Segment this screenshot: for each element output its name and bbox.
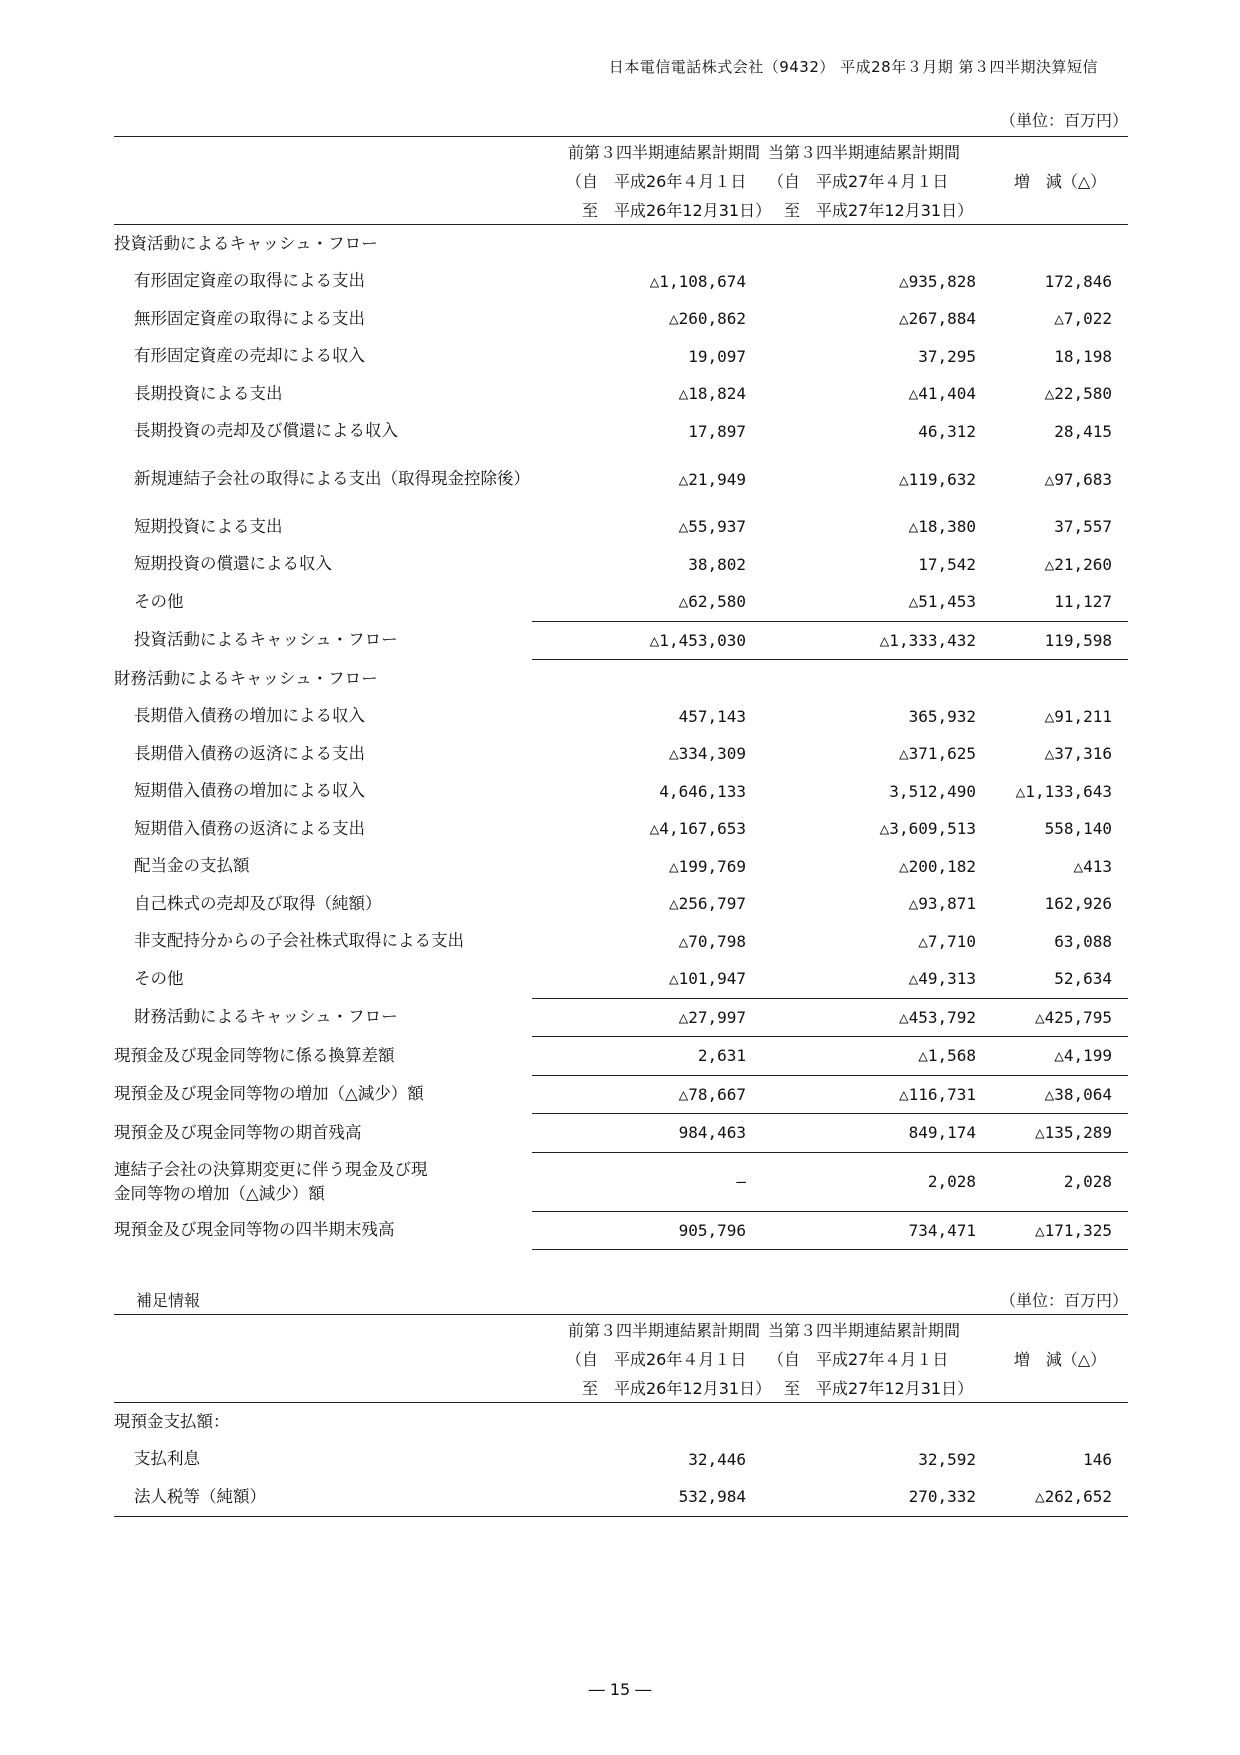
change-value: 37,557 [1054,517,1112,537]
change-value: △171,325 [992,1211,1128,1250]
prev-period-value: △62,580 [678,592,746,612]
curr-period-value: △119,632 [898,469,976,489]
empty-cell [992,1403,1128,1441]
prev-period-value: 2,631 [532,1037,762,1076]
supplement-heading [114,1403,1128,1441]
row-label: 連結子会社の決算期変更に伴う現金及び現金同等物の増加（△減少）額 [114,1159,428,1203]
change-value: △22,580 [1044,384,1112,404]
row-label: その他 [134,592,184,611]
unit-label: （単位：百万円） [999,111,1128,130]
row-label: 短期借入債務の返済による支出 [134,818,365,838]
empty-cell [762,1403,992,1441]
change-value: △413 [1073,856,1112,876]
empty-cell [762,225,992,263]
row-label: その他 [134,969,184,988]
ending-balance-row [114,1211,1128,1250]
curr-period-value: 46,312 [918,421,976,441]
change-value: 558,140 [1044,819,1112,839]
row-label: 無形固定資産の取得による支出 [134,308,365,328]
curr-period-value: △371,625 [898,744,976,764]
prev-period-value: △78,667 [532,1075,762,1114]
curr-period-value: △116,731 [762,1075,992,1114]
prev-period-value: — [532,1152,762,1211]
prev-period-to: 至 平成26年12月31日） [532,195,762,225]
change-value: 52,634 [1054,969,1112,989]
row-label: 非支配持分からの子会社株式取得による支出 [134,931,464,951]
subsidiary-change-row [114,1152,1128,1211]
prev-period-value: △1,108,674 [649,271,746,291]
prev-period-value: △21,949 [678,469,746,489]
curr-period-value: △18,380 [908,517,976,537]
empty-cell [532,225,762,263]
supplement-table-body [114,1403,1128,1517]
change-value: △21,260 [1044,554,1112,574]
row-label: 自己株式の売却及び取得（純額） [134,893,382,913]
empty-cell [992,225,1128,263]
supplement-title: 補足情報 [136,1291,201,1310]
row-label: 短期投資による支出 [134,516,283,536]
cashflow-table [114,136,1128,1250]
prev-period-value: 32,446 [688,1449,746,1469]
row-label: 長期借入債務の増加による収入 [134,706,365,726]
empty-cell [532,660,762,698]
change-value: 172,846 [1044,271,1112,291]
row-label: 長期借入債務の返済による支出 [134,743,365,763]
change-value: 63,088 [1054,931,1112,951]
prev-period-value: 532,984 [532,1478,762,1516]
investing-row [114,375,1128,413]
curr-period-value: △51,453 [908,592,976,612]
prev-period-to: 至 平成26年12月31日） [532,1373,762,1403]
investing-row [114,263,1128,301]
prev-period-value: △70,798 [678,931,746,951]
supplement-row [114,1441,1128,1479]
row-label: 支払利息 [134,1449,200,1469]
curr-period-value: 3,512,490 [889,781,976,801]
row-label: 有形固定資産の売却による収入 [134,346,365,366]
empty-cell [762,660,992,698]
change-value: △37,316 [1044,744,1112,764]
row-label: 配当金の支払額 [134,856,250,876]
change-value: 119,598 [992,621,1128,660]
curr-period-value: 17,542 [918,554,976,574]
investing-row [114,546,1128,584]
empty-cell [992,660,1128,698]
empty-cell [532,1403,762,1441]
curr-period-value: △49,313 [908,969,976,989]
prev-period-value: △27,997 [532,998,762,1037]
change-value: 28,415 [1054,421,1112,441]
curr-period-from: （自 平成27年４月１日 [768,172,949,191]
supplement-table [114,1314,1128,1517]
financing-row [114,698,1128,736]
prev-period-value: △334,309 [668,744,746,764]
curr-period-value: △1,333,432 [762,621,992,660]
financing-row [114,773,1128,811]
row-label: 現預金及び現金同等物の四半期末残高 [114,1220,395,1240]
financing-row [114,923,1128,961]
prev-period-title: 前第３四半期連結累計期間 [532,1315,762,1345]
curr-period-value: △267,884 [898,309,976,329]
row-label: 現預金及び現金同等物に係る換算差額 [114,1045,395,1065]
change-value: 146 [1083,1449,1112,1469]
supplement-unit-label: （単位：百万円） [999,1291,1128,1310]
change-value: △38,064 [992,1075,1128,1114]
curr-period-title: 当第３四半期連結累計期間 [762,1315,992,1345]
prev-period-from: （自 平成26年４月１日 [566,1350,747,1369]
change-value: 11,127 [1054,592,1112,612]
financing-row [114,960,1128,998]
change-value: △91,211 [1044,706,1112,726]
row-label: 有形固定資産の取得による支出 [134,271,365,291]
change-column-header: 増 減（△） [1013,1350,1107,1369]
row-label: 投資活動によるキャッシュ・フロー [134,630,398,650]
increase-row [114,1075,1128,1114]
curr-period-value: △41,404 [908,384,976,404]
curr-period-to: 至 平成27年12月31日） [762,195,992,225]
curr-period-value: △3,609,513 [879,819,976,839]
prev-period-value: 905,796 [532,1211,762,1250]
investing-heading [114,225,1128,263]
investing-row [114,583,1128,621]
change-column-header: 増 減（△） [1013,172,1107,191]
prev-period-title: 前第３四半期連結累計期間 [532,137,762,167]
change-value: △262,652 [992,1478,1128,1516]
supplement-table-header [114,1315,1128,1403]
page-number: ― 15 ― [588,1680,652,1699]
change-value: △97,683 [1044,469,1112,489]
cashflow-table-header [114,137,1128,225]
row-label: 現預金及び現金同等物の期首残高 [114,1122,362,1142]
fx-row [114,1037,1128,1076]
change-value: △7,022 [1054,309,1112,329]
row-label: 新規連結子会社の取得による支出（取得現金控除後） [134,469,530,488]
row-label: 現預金支払額： [114,1411,230,1431]
prev-period-value: △4,167,653 [649,819,746,839]
curr-period-value: △935,828 [898,271,976,291]
investing-total-row [114,621,1128,660]
curr-period-value: 734,471 [762,1211,992,1250]
prev-period-value: 457,143 [678,706,746,726]
curr-period-value: △453,792 [762,998,992,1037]
investing-row [114,450,1128,508]
prev-period-value: 4,646,133 [659,781,746,801]
change-value: 162,926 [1044,894,1112,914]
change-value: △4,199 [992,1037,1128,1076]
curr-period-value: △1,568 [762,1037,992,1076]
row-label: 法人税等（純額） [114,1478,532,1516]
row-label: 長期投資の売却及び償還による収入 [134,421,398,441]
financing-row [114,735,1128,773]
prev-period-value: △18,824 [678,384,746,404]
curr-period-value: 849,174 [762,1114,992,1153]
prev-period-value: △101,947 [668,969,746,989]
row-label: 現預金及び現金同等物の増加（△減少）額 [114,1084,424,1104]
change-value: △1,133,643 [1015,781,1112,801]
prev-period-value: △55,937 [678,517,746,537]
row-label: 長期投資による支出 [134,383,283,403]
curr-period-value: 365,932 [908,706,976,726]
prev-period-from: （自 平成26年４月１日 [566,172,747,191]
curr-period-value: △93,871 [908,894,976,914]
curr-period-value: △200,182 [898,856,976,876]
cashflow-table-body [114,225,1128,1250]
financing-heading [114,660,1128,698]
change-value: 18,198 [1054,346,1112,366]
financing-row [114,848,1128,886]
curr-period-value: 37,295 [918,346,976,366]
financing-row [114,885,1128,923]
curr-period-value: 32,592 [918,1449,976,1469]
row-label: 財務活動によるキャッシュ・フロー [134,1007,398,1027]
investing-row [114,300,1128,338]
prev-period-value: △199,769 [668,856,746,876]
prev-period-value: 984,463 [532,1114,762,1153]
supplement-row [114,1478,1128,1516]
document-header: 日本電信電話株式会社（9432） 平成28年３月期 第３四半期決算短信 [608,58,1098,76]
prev-period-value: △1,453,030 [532,621,762,660]
prev-period-value: 38,802 [688,554,746,574]
curr-period-value: 270,332 [762,1478,992,1516]
curr-period-value: △7,710 [918,931,976,951]
financing-total-row [114,998,1128,1037]
curr-period-to: 至 平成27年12月31日） [762,1373,992,1403]
curr-period-from: （自 平成27年４月１日 [768,1350,949,1369]
prev-period-value: 17,897 [688,421,746,441]
curr-period-value: 2,028 [762,1152,992,1211]
beginning-balance-row [114,1114,1128,1153]
change-value: △425,795 [992,998,1128,1037]
change-value: △135,289 [992,1114,1128,1153]
row-label: 財務活動によるキャッシュ・フロー [114,668,378,688]
prev-period-value: 19,097 [688,346,746,366]
financing-row [114,810,1128,848]
row-label: 短期投資の償還による収入 [134,554,332,574]
investing-row [114,508,1128,546]
row-label: 短期借入債務の増加による収入 [134,781,365,801]
prev-period-value: △256,797 [668,894,746,914]
change-value: 2,028 [992,1152,1128,1211]
prev-period-value: △260,862 [668,309,746,329]
investing-row [114,413,1128,451]
investing-row [114,338,1128,376]
row-label: 投資活動によるキャッシュ・フロー [114,233,378,253]
curr-period-title: 当第３四半期連結累計期間 [762,137,992,167]
